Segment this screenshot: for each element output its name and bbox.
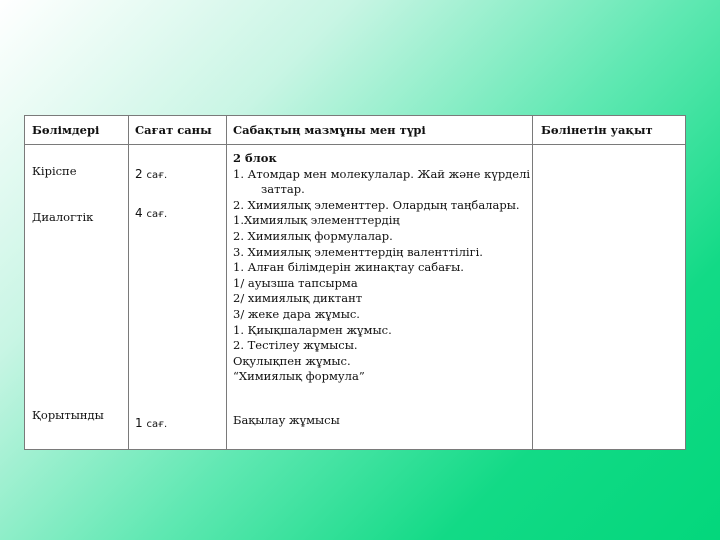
content-line: заттар.	[261, 182, 305, 197]
hours-dialog-number: 4	[135, 206, 143, 220]
hours-dialog	[135, 206, 167, 220]
hours-intro-number: 2	[135, 167, 143, 181]
column-divider	[128, 116, 129, 449]
content-line: 1. Қиықшалармен жұмыс.	[233, 322, 392, 337]
content-line: 2/ химиялық диктант	[233, 291, 363, 306]
hours-summary	[135, 416, 167, 430]
content-line: Оқулықпен жұмыс.	[233, 353, 351, 368]
content-line: 1. Атомдар мен молекулалар. Жай және күрделі	[233, 166, 531, 181]
time-cell	[541, 151, 681, 171]
column-divider	[226, 116, 227, 449]
lesson-content	[233, 151, 533, 429]
hours-intro	[135, 167, 167, 181]
content-line: 1/ ауызша тапсырма	[233, 275, 358, 290]
content-final-line: Бақылау жұмысы	[233, 412, 340, 427]
content-line: “Химиялық формула”	[233, 369, 365, 384]
header-sections: Бөлімдері	[32, 123, 100, 137]
table-header-row	[25, 116, 685, 145]
block-title: 2 блок	[233, 151, 277, 165]
content-line: 2. Химиялық элементтер. Олардың таңбалары.	[233, 197, 520, 212]
hours-dialog-unit: сағ.	[146, 209, 168, 220]
content-line: 3/ жеке дара жұмыс.	[233, 306, 360, 321]
content-line: 2. Химиялық формулалар.	[233, 228, 393, 243]
lesson-plan-table	[24, 115, 686, 450]
content-line: 3. Химиялық элементтердің валенттілігі.	[233, 244, 483, 259]
section-summary: Қорытынды	[32, 408, 104, 422]
content-line: 2. Тестілеу жұмысы.	[233, 338, 358, 353]
header-content: Сабақтың мазмұны мен түрі	[233, 123, 426, 137]
hours-summary-number: 1	[135, 416, 143, 430]
hours-summary-unit: сағ.	[146, 419, 168, 430]
hours-intro-unit: сағ.	[146, 170, 168, 181]
content-line: 1.Химиялық элементтердің	[233, 213, 400, 228]
section-intro: Кіріспе	[32, 164, 77, 178]
section-dialog: Диалогтік	[32, 210, 94, 224]
header-time: Бөлінетін уақыт	[541, 123, 653, 137]
header-hours: Сағат саны	[135, 123, 212, 137]
content-line: 1. Алған білімдерін жинақтау сабағы.	[233, 260, 464, 275]
